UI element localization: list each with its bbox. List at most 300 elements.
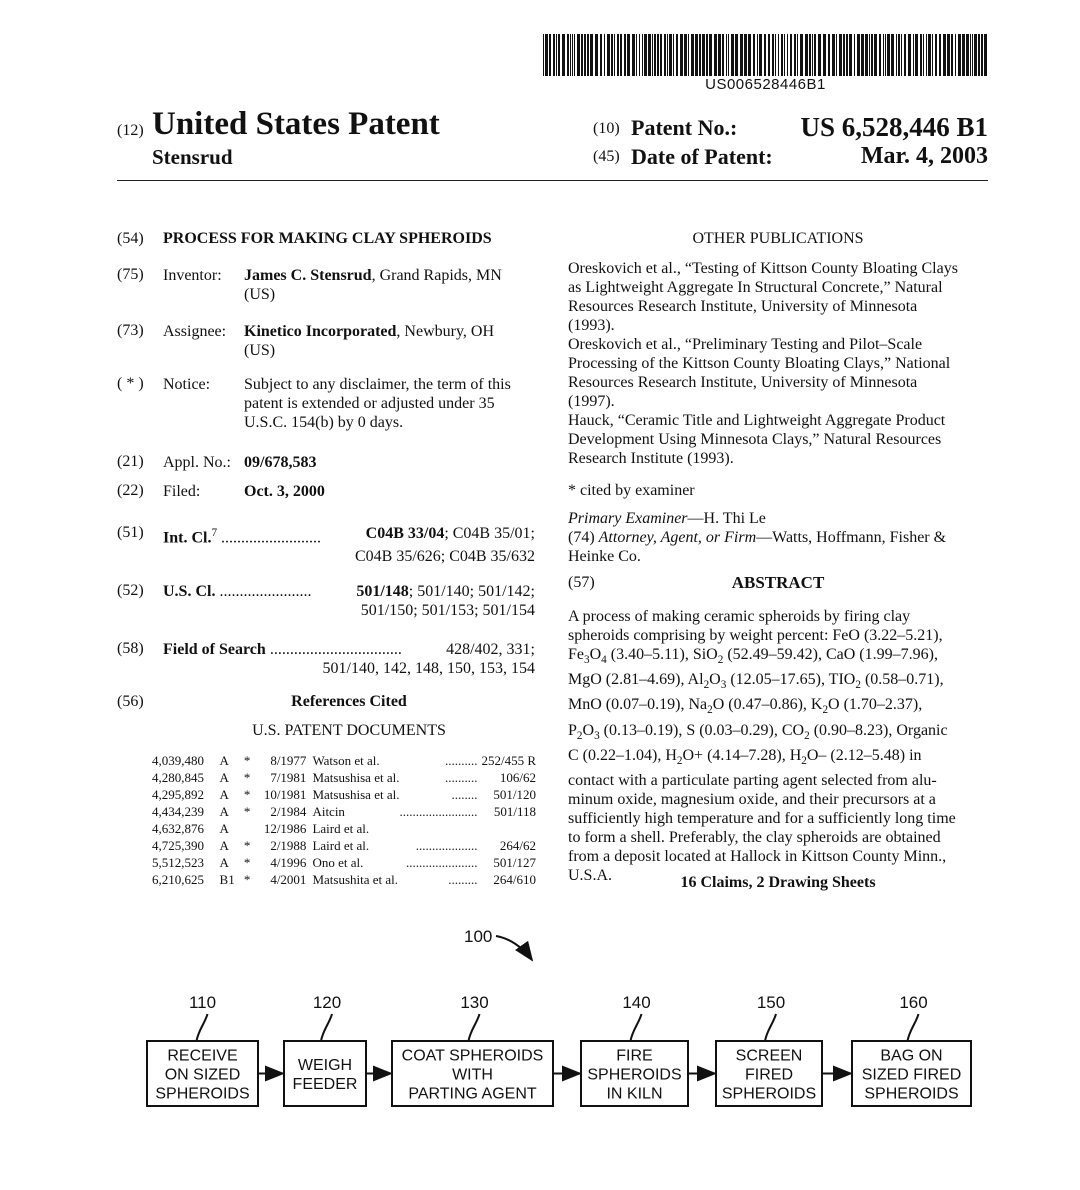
ref-date: 10/1981 (263, 787, 307, 802)
patent-number: US 6,528,446 B1 (800, 112, 988, 142)
diagram-ref-number: 100 (464, 927, 493, 946)
barcode-bar (926, 34, 927, 76)
barcode-bar (947, 34, 950, 76)
barcode-bar (951, 34, 953, 76)
code-54: (54) (117, 230, 144, 247)
barcode (543, 34, 988, 76)
ref-class: 501/118 (493, 804, 536, 819)
barcode-bar (869, 34, 870, 76)
flow-step-label: COAT SPHEROIDS (401, 1047, 544, 1065)
flow-step-label: WITH (452, 1066, 493, 1084)
abstract-line: minum oxide, magnesium oxide, and their precursors at a (568, 790, 936, 808)
diagram-ref-arrow (496, 936, 532, 960)
ref-name: Matsushisa et al. (312, 770, 400, 785)
barcode-bar (748, 34, 751, 76)
barcode-bar (885, 34, 886, 76)
ref-star (239, 820, 255, 837)
barcode-bar (857, 34, 860, 76)
publication-line: Processing of the Kittson County Bloating Clays,” National (568, 355, 951, 372)
barcode-bar (587, 34, 589, 76)
barcode-bar (652, 34, 653, 76)
inventor-label: Inventor: (163, 267, 222, 284)
barcode-bar (836, 34, 837, 76)
reference-row (152, 752, 536, 769)
patent-no-label: Patent No.: (631, 115, 738, 140)
abstract-title: ABSTRACT (731, 573, 825, 592)
claims-summary: 16 Claims, 2 Drawing Sheets (680, 874, 876, 891)
reference-row (152, 803, 536, 820)
barcode-bar (955, 34, 956, 76)
barcode-bar (543, 34, 544, 76)
flow-step-number: 160 (899, 993, 928, 1012)
ref-number: 4,632,876 (152, 821, 204, 836)
filed-value: Oct. 3, 2000 (244, 483, 325, 500)
ref-kind: A (219, 770, 229, 785)
code-73: (73) (117, 322, 144, 339)
ref-star: * (243, 753, 251, 768)
barcode-bar (775, 34, 776, 76)
ref-dots: ........................ (399, 804, 478, 819)
ref-name: Watson et al. (312, 753, 380, 768)
ref-class: 264/610 (493, 872, 536, 887)
abstract-line: U.S.A. (568, 866, 613, 884)
barcode-bar (620, 34, 622, 76)
barcode-bar (673, 34, 674, 76)
notice-text (244, 375, 544, 432)
int-cl-main: C04B 33/04 (365, 525, 445, 542)
barcode-bar (757, 34, 758, 76)
abstract-line: sufficiently high temperature and for a sufficiently long time (568, 809, 956, 827)
barcode-bar (574, 34, 575, 76)
barcode-bar (887, 34, 890, 76)
barcode-bar (828, 34, 830, 76)
publication-line: Resources Research Institute, University of Minnesota (568, 298, 918, 315)
flow-step-label: PARTING AGENT (408, 1085, 537, 1103)
flow-step-number: 140 (622, 993, 651, 1012)
barcode-bar (706, 34, 708, 76)
barcode-bar (943, 34, 946, 76)
field-of-search-line2: 501/140, 142, 148, 150, 153, 154 (322, 660, 535, 677)
publication-line: Research Institute (1993). (568, 450, 734, 467)
ref-kind: A (219, 821, 229, 836)
publication-line: as Lightweight Aggregate In Structural Concrete,” Natural (568, 279, 943, 296)
flow-step-label: SPHEROIDS (155, 1085, 250, 1103)
barcode-bar (978, 34, 980, 76)
barcode-bar (718, 34, 721, 76)
barcode-bar (932, 34, 933, 76)
flow-step-label: FIRED (745, 1066, 793, 1084)
ref-date: 12/1986 (263, 821, 307, 836)
barcode-bar (731, 34, 734, 76)
barcode-bar (908, 34, 911, 76)
flow-step-label: RECEIVE (167, 1047, 238, 1065)
barcode-bar (800, 34, 803, 76)
barcode-bar (714, 34, 717, 76)
barcode-bar (823, 34, 826, 76)
appl-no-label: Appl. No.: (163, 454, 231, 471)
inventor-field (244, 266, 544, 304)
us-cl-label: U.S. Cl. (163, 583, 216, 600)
flow-step-label: SCREEN (735, 1047, 803, 1065)
barcode-bar (784, 34, 785, 76)
barcode-bar (962, 34, 965, 76)
barcode-bar (632, 34, 635, 76)
barcode-bar (935, 34, 937, 76)
ref-star: * (243, 838, 251, 853)
flow-step-label: SIZED FIRED (861, 1066, 962, 1084)
flow-step-leader (321, 1014, 332, 1041)
flow-step-label: SPHEROIDS (721, 1085, 817, 1103)
code-52: (52) (117, 582, 144, 599)
ref-class: 501/127 (493, 855, 536, 870)
barcode-bar (846, 34, 848, 76)
barcode-bar (839, 34, 842, 76)
barcode-bar (981, 34, 983, 76)
barcode-bar (913, 34, 914, 76)
barcode-bar (861, 34, 864, 76)
barcode-bar (764, 34, 766, 76)
abstract-line: $P_2O_3$ (0.13–0.19), S (0.03–0.29), $CO_2$ (0.90–8.23), Organic (568, 721, 948, 742)
barcode-bar (577, 34, 580, 76)
barcode-bar (901, 34, 902, 76)
code-21: (21) (117, 453, 144, 470)
flow-step-label: ON SIZED (164, 1066, 241, 1084)
ref-kind: A (219, 753, 229, 768)
barcode-bar (778, 34, 779, 76)
flow-step-label: SPHEROIDS (864, 1085, 959, 1103)
ref-date: 8/1977 (270, 753, 307, 768)
publication-line: (1993). (568, 317, 615, 334)
ref-star: * (243, 872, 251, 887)
barcode-bar (772, 34, 774, 76)
filed-label: Filed: (163, 483, 201, 500)
ref-date: 7/1981 (270, 770, 307, 785)
ref-number: 4,295,892 (152, 787, 204, 802)
reference-row (152, 871, 536, 888)
abstract-line: from a deposit located at Hallock in Kittson County Minn., (568, 847, 947, 865)
assignee-country: (US) (244, 342, 276, 359)
barcode-bar (781, 34, 783, 76)
barcode-bar (871, 34, 873, 76)
ref-number: 4,039,480 (152, 753, 204, 768)
us-patent-documents-title: U.S. PATENT DOCUMENTS (252, 722, 446, 739)
code-56: (56) (117, 693, 144, 710)
us-cl-dots: ....................... (219, 583, 312, 600)
abstract-line: $Fe_3O_4$ (3.40–5.11), SiO$_2$ (52.49–59.42), CaO (1.99–7.96), (568, 646, 938, 667)
barcode-bar (849, 34, 852, 76)
field-of-search-dots: ................................. (269, 641, 402, 658)
code-75: (75) (117, 266, 144, 283)
barcode-bar (722, 34, 724, 76)
barcode-bar (874, 34, 877, 76)
code-12: (12) (117, 122, 144, 139)
ref-date: 2/1984 (270, 804, 307, 819)
ref-dots: ......... (448, 872, 478, 887)
attorney-name: —Watts, Hoffmann, Fisher & (756, 529, 947, 546)
barcode-bar (644, 34, 647, 76)
barcode-bar (984, 34, 987, 76)
barcode-bar (558, 34, 560, 76)
flow-step-number: 110 (188, 993, 217, 1012)
assignee-label: Assignee: (163, 323, 227, 340)
barcode-bar (865, 34, 868, 76)
barcode-bar (958, 34, 961, 76)
other-publications (568, 259, 988, 468)
int-cl-line2: C04B 35/626; C04B 35/632 (354, 548, 535, 566)
ref-star: * (243, 787, 251, 802)
inventor-location: , Grand Rapids, MN (371, 267, 502, 284)
abstract-line: A process of making ceramic spheroids by firing clay (568, 608, 911, 625)
abstract-text (568, 607, 988, 885)
ref-name: Ono et al. (312, 855, 364, 870)
abstract-line: C (0.22–1.04), $H_2O+ (4.14-7.28)$, $H_2O-$ (2.12–5.48) in (568, 746, 922, 767)
ref-name: Aitcin (312, 804, 345, 819)
code-57: (57) (568, 574, 595, 591)
barcode-bar (797, 34, 798, 76)
barcode-bar (726, 34, 727, 76)
publication-line: Development Using Minnesota Clays,” Natural Resources (568, 431, 942, 448)
attorney-label: Attorney, Agent, or Firm (598, 529, 757, 546)
barcode-bar (627, 34, 630, 76)
barcode-bar (642, 34, 643, 76)
barcode-bar (553, 34, 555, 76)
abstract-line: to form a shell. Preferably, the clay spheroids are obtained (568, 828, 941, 846)
ref-kind: A (219, 787, 229, 802)
abstract-line: spheroids comprising by weight percent: FeO (3.22–5.21), (568, 627, 943, 644)
ref-dots: ................... (415, 838, 478, 853)
int-cl-field (163, 524, 535, 566)
ref-number: 6,210,625 (152, 872, 204, 887)
ref-class: 501/120 (493, 787, 536, 802)
flow-step-label: FEEDER (292, 1076, 358, 1093)
ref-star: * (243, 804, 251, 819)
barcode-bar (584, 34, 586, 76)
barcode-bar (664, 34, 666, 76)
barcode-bar (617, 34, 619, 76)
assignee-name: Kinetico Incorporated (244, 323, 397, 340)
attorney-name-cont: Heinke Co. (568, 548, 641, 565)
publication-line: Resources Research Institute, University of Minnesota (568, 374, 918, 391)
barcode-bar (759, 34, 762, 76)
barcode-bar (545, 34, 548, 76)
barcode-bar (614, 34, 615, 76)
ref-number: 5,512,523 (152, 855, 204, 870)
barcode-bar (567, 34, 569, 76)
flow-step-leader (765, 1014, 776, 1041)
notice-line: U.S.C. 154(b) by 0 days. (244, 414, 404, 431)
ref-name: Laird et al. (312, 838, 370, 853)
ref-dots: ...................... (405, 855, 478, 870)
barcode-bar (768, 34, 770, 76)
int-cl-label: Int. Cl. (163, 529, 212, 547)
barcode-bar (805, 34, 808, 76)
barcode-bar (570, 34, 571, 76)
ref-star: * (243, 770, 251, 785)
barcode-bar (562, 34, 565, 76)
assignee-location: , Newbury, OH (396, 323, 495, 340)
inventor-name: James C. Stensrud (244, 267, 372, 284)
publication-line: Oreskovich et al., “Preliminary Testing and Pilot–Scale (568, 336, 923, 353)
barcode-bar (883, 34, 884, 76)
code-22: (22) (117, 482, 144, 499)
code-51: (51) (117, 524, 144, 541)
barcode-bar (709, 34, 712, 76)
ref-number: 4,434,239 (152, 804, 204, 819)
barcode-bar (688, 34, 689, 76)
reference-row (152, 837, 536, 854)
cited-by-examiner: * cited by examiner (568, 482, 695, 499)
barcode-number: US006528446B1 (705, 76, 826, 93)
abstract-line: contact with a particulate parting agent selected from alu- (568, 771, 937, 789)
flow-step-label: FIRE (616, 1047, 653, 1065)
barcode-bar (809, 34, 811, 76)
ref-name: Laird et al. (312, 821, 370, 836)
appl-no-value: 09/678,583 (244, 454, 317, 471)
code-58: (58) (117, 640, 144, 657)
barcode-bar (744, 34, 747, 76)
notice-label: Notice: (163, 376, 211, 393)
notice-line: patent is extended or adjusted under 35 (244, 395, 495, 412)
ref-class: 264/62 (499, 838, 536, 853)
barcode-bar (753, 34, 755, 76)
ref-name: Matsushisa et al. (312, 787, 400, 802)
ref-class: 106/62 (499, 770, 536, 785)
int-cl-sup: 7 (211, 527, 218, 539)
patent-title: United States Patent (152, 106, 440, 142)
ref-date: 2/1988 (270, 838, 307, 853)
patent-date: Mar. 4, 2003 (860, 143, 988, 169)
ref-dots (399, 820, 477, 837)
us-cl-field (163, 582, 535, 620)
barcode-bar (928, 34, 931, 76)
barcode-bar (636, 34, 637, 76)
abstract-line: MgO (2.81–4.69), $Al_2O_3$ (12.05–17.65), $TIO_2$ (0.58–0.71), (568, 671, 944, 692)
examiner-name: —H. Thi Le (687, 510, 766, 527)
publication-line: (1997). (568, 393, 615, 410)
publication-line: Hauck, “Ceramic Title and Lightweight Aggregate Product (568, 412, 946, 429)
publication-line: Oreskovich et al., “Testing of Kittson County Bloating Clays (568, 260, 958, 277)
other-publications-title: OTHER PUBLICATIONS (692, 230, 864, 247)
flow-step-leader (908, 1014, 919, 1041)
abstract-line: MnO (0.07–0.19), $Na_2O$ (0.47–0.86), $K_2O$ (1.70–2.37), (568, 696, 923, 717)
field-of-search-label: Field of Search (163, 641, 266, 658)
barcode-bar (966, 34, 969, 76)
barcode-bar (970, 34, 971, 76)
flow-step-leader (197, 1014, 208, 1041)
field-of-search (163, 640, 535, 678)
barcode-bar (814, 34, 816, 76)
int-cl-rest: ; C04B 35/01; (444, 525, 535, 542)
barcode-bar (939, 34, 941, 76)
barcode-bar (790, 34, 792, 76)
barcode-bar (639, 34, 640, 76)
flow-step-label: SPHEROIDS (587, 1066, 682, 1084)
flow-step-number: 150 (756, 993, 786, 1012)
references-cited-title: References Cited (291, 693, 407, 710)
ref-kind: A (219, 855, 229, 870)
barcode-bar (660, 34, 662, 76)
barcode-bar (812, 34, 813, 76)
inventor-country: (US) (244, 286, 276, 303)
barcode-bar (669, 34, 672, 76)
ref-kind: A (219, 838, 229, 853)
barcode-bar (735, 34, 738, 76)
barcode-bar (832, 34, 835, 76)
flow-diagram (0, 920, 1080, 1190)
ref-class (477, 820, 536, 837)
barcode-bar (676, 34, 678, 76)
ref-star: * (243, 855, 251, 870)
flow-step-label: BAG ON (880, 1047, 943, 1065)
assignee-field (244, 322, 544, 360)
flow-step-label: WEIGH (297, 1057, 353, 1074)
barcode-bar (695, 34, 698, 76)
barcode-bar (794, 34, 796, 76)
reference-row (152, 820, 536, 837)
us-cl-main: 501/148 (356, 583, 409, 600)
ref-dots: ........ (451, 787, 478, 802)
barcode-bar (740, 34, 743, 76)
barcode-bar (657, 34, 659, 76)
barcode-bar (595, 34, 598, 76)
barcode-bar (787, 34, 788, 76)
ref-class: 252/455 R (481, 753, 536, 768)
barcode-bar (624, 34, 626, 76)
primary-examiner (568, 509, 766, 528)
barcode-bar (702, 34, 705, 76)
barcode-bar (667, 34, 668, 76)
barcode-bar (854, 34, 855, 76)
barcode-bar (600, 34, 602, 76)
examiner-label: Primary Examiner (568, 510, 688, 527)
notice-code: ( * ) (117, 375, 144, 392)
ref-name: Matsushita et al. (312, 872, 399, 887)
barcode-bar (915, 34, 918, 76)
barcode-bar (556, 34, 557, 76)
flow-step-leader (469, 1014, 480, 1041)
barcode-bar (572, 34, 573, 76)
ref-kind: B1 (219, 872, 235, 887)
code-45: (45) (593, 148, 620, 165)
barcode-bar (923, 34, 924, 76)
ref-kind: A (219, 804, 229, 819)
barcode-bar (920, 34, 922, 76)
reference-row (152, 769, 536, 786)
flow-step-label: IN KILN (606, 1085, 663, 1103)
invention-title: PROCESS FOR MAKING CLAY SPHEROIDS (163, 230, 492, 247)
us-cl-rest: ; 501/140; 501/142; (408, 583, 535, 600)
ref-dots: .......... (444, 753, 478, 768)
flow-step-number: 120 (312, 993, 342, 1012)
reference-row (152, 854, 536, 871)
header-rule (117, 180, 988, 181)
barcode-bar (654, 34, 656, 76)
barcode-bar (818, 34, 821, 76)
barcode-bar (607, 34, 610, 76)
barcode-bar (680, 34, 683, 76)
ref-dots: .......... (444, 770, 478, 785)
barcode-bar (691, 34, 694, 76)
attorney-code: (74) (568, 529, 595, 546)
ref-number: 4,280,845 (152, 770, 204, 785)
barcode-bar (611, 34, 613, 76)
attorney (568, 528, 988, 566)
barcode-bar (898, 34, 900, 76)
barcode-bar (604, 34, 605, 76)
barcode-bar (549, 34, 551, 76)
field-of-search-line1: 428/402, 331; (446, 641, 535, 658)
barcode-bar (684, 34, 687, 76)
